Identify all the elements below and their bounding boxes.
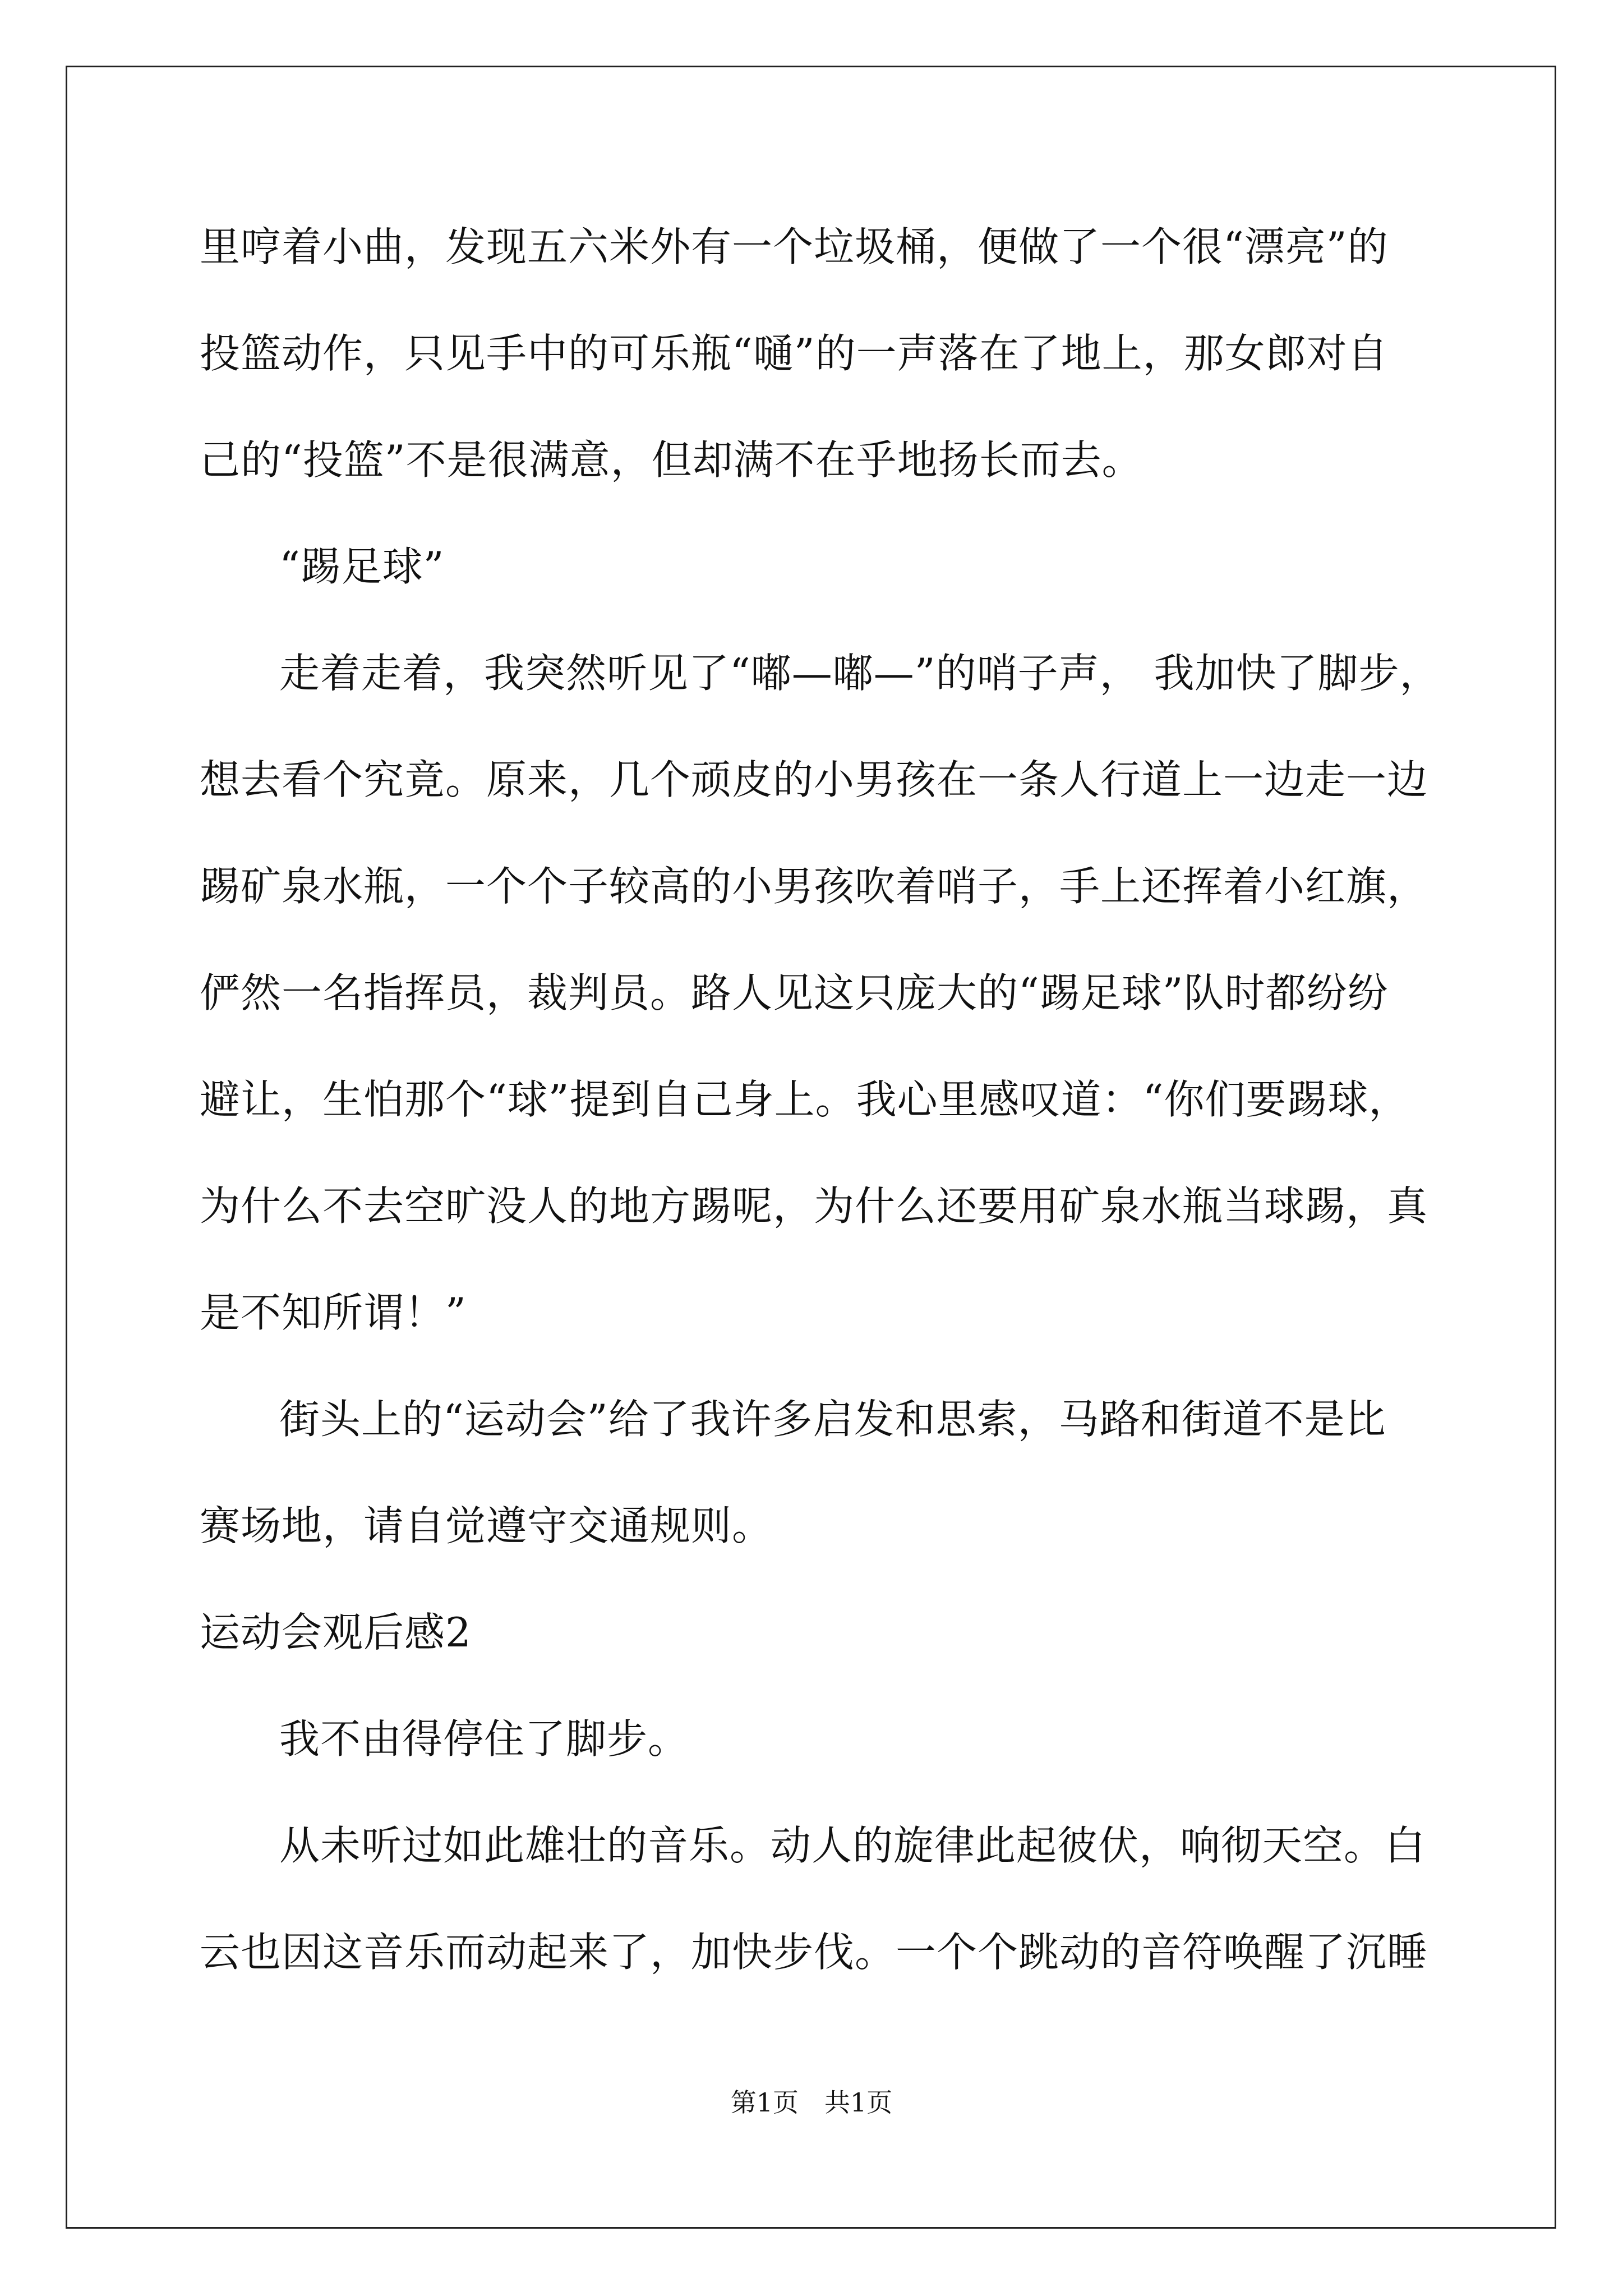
body-line-17: 云也因这音乐而动起来了，加快步伐。一个个跳动的音符唤醒了沉睡 (200, 1929, 1428, 1976)
section-heading-football: “踢足球” (279, 543, 445, 590)
body-line-8: 俨然一名指挥员，裁判员。路人见这只庞大的“踢足球”队时都纷纷 (200, 969, 1389, 1016)
page-footer: 第1页 共1页 (730, 2087, 893, 2118)
body-line-13: 赛场地，请自觉遵守交通规则。 (200, 1502, 773, 1549)
article-title: 运动会观后感2 (200, 1609, 472, 1656)
body-line-6: 想去看个究竟。原来，几个顽皮的小男孩在一条人行道上一边走一边 (200, 756, 1428, 803)
page-border (66, 66, 1556, 2229)
body-line-5: 走着走着，我突然听见了“嘟—嘟—”的哨子声， 我加快了脚步， (279, 650, 1441, 697)
body-line-15: 我不由得停住了脚步。 (279, 1715, 689, 1763)
body-line-16: 从未听过如此雄壮的音乐。动人的旋律此起彼伏，响彻天空。白 (279, 1822, 1426, 1869)
body-line-10: 为什么不去空旷没人的地方踢呢，为什么还要用矿泉水瓶当球踢，真 (200, 1182, 1428, 1230)
body-line-11: 是不知所谓！” (200, 1289, 467, 1336)
body-line-3: 己的“投篮”不是很满意，但却满不在乎地扬长而去。 (200, 436, 1143, 484)
body-line-2: 投篮动作，只见手中的可乐瓶“嗵”的一声落在了地上，那女郎对自 (200, 330, 1389, 377)
body-line-7: 踢矿泉水瓶，一个个子较高的小男孩吹着哨子，手上还挥着小红旗， (200, 863, 1428, 910)
body-line-1: 里哼着小曲，发现五六米外有一个垃圾桶，便做了一个很“漂亮”的 (200, 223, 1389, 270)
body-line-9: 避让，生怕那个“球”提到自己身上。我心里感叹道：“你们要踢球， (200, 1076, 1410, 1123)
body-line-12: 街头上的“运动会”给了我许多启发和思索，马路和街道不是比 (279, 1396, 1386, 1443)
